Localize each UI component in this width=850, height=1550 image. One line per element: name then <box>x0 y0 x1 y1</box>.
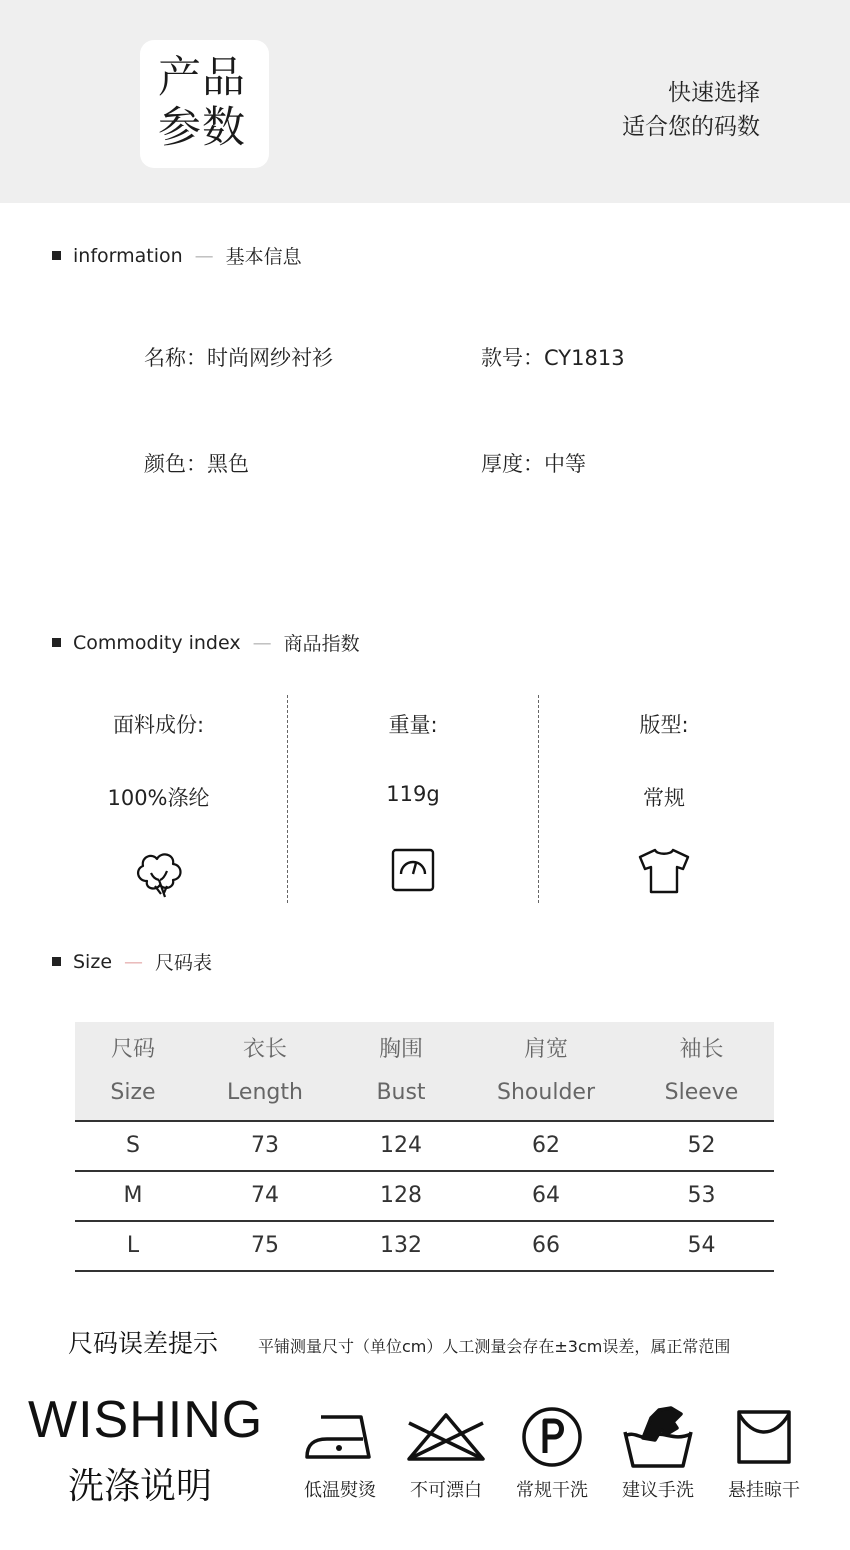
cell-shoulder: 62 <box>532 1133 560 1158</box>
header-length-en: Length <box>227 1080 303 1105</box>
cell-length: 73 <box>251 1133 279 1158</box>
info-title-en: information <box>73 244 183 267</box>
header-bust-cn: 胸围 <box>378 1037 423 1062</box>
index-col-weight <box>288 695 538 903</box>
care-item-dryclean <box>502 1402 602 1502</box>
dry-clean-icon <box>502 1402 602 1472</box>
header-sleeve-en: Sleeve <box>664 1080 739 1105</box>
size-section-title <box>52 948 212 975</box>
cell-bust: 132 <box>380 1233 422 1258</box>
info-model: 款号：CY1813 <box>481 346 625 370</box>
quick-line2: 适合您的码数 <box>622 114 760 140</box>
header-shoulder-cn: 肩宽 <box>523 1037 568 1062</box>
info-section-title <box>52 242 302 269</box>
badge-line1: 产品 <box>158 53 246 103</box>
scale-icon <box>390 847 436 897</box>
index-title-en: Commodity index <box>73 631 241 654</box>
fit-label: 版型: <box>639 713 689 737</box>
care-item-handwash <box>608 1402 708 1502</box>
product-params-badge <box>140 40 269 168</box>
fabric-value: 100%涤纶 <box>107 786 210 810</box>
title-dash: — <box>252 631 272 654</box>
care-label-bleach: 不可漂白 <box>410 1480 482 1501</box>
index-section-title <box>52 629 360 656</box>
index-title-cn: 商品指数 <box>283 633 360 655</box>
care-item-bleach <box>396 1402 496 1502</box>
cell-shoulder: 64 <box>532 1183 560 1208</box>
table-row <box>75 1172 774 1222</box>
size-tip-title: 尺码误差提示 <box>68 1329 219 1358</box>
fit-value: 常规 <box>643 786 685 810</box>
bullet-square <box>52 957 61 966</box>
iron-low-icon <box>290 1402 390 1472</box>
quick-select-text <box>622 76 760 144</box>
cell-length: 74 <box>251 1183 279 1208</box>
no-bleach-icon <box>396 1402 496 1472</box>
weight-label: 重量: <box>388 713 438 737</box>
header-sleeve-cn: 袖长 <box>679 1037 724 1062</box>
header-shoulder-en: Shoulder <box>497 1080 595 1105</box>
care-label-dryclean: 常规干洗 <box>516 1480 588 1501</box>
index-col-fabric <box>30 695 287 903</box>
title-dash: — <box>124 950 144 973</box>
weight-value: 119g <box>386 782 440 806</box>
cell-size: M <box>123 1183 143 1208</box>
info-name: 名称：时尚网纱衬衫 <box>144 346 333 370</box>
cell-sleeve: 54 <box>687 1233 716 1258</box>
care-label-iron: 低温熨烫 <box>304 1480 376 1501</box>
table-row <box>75 1122 774 1172</box>
bullet-square <box>52 251 61 260</box>
header-bust-en: Bust <box>376 1080 426 1105</box>
info-title-cn: 基本信息 <box>225 246 302 268</box>
care-item-linedry <box>714 1402 814 1502</box>
header-length-cn: 衣长 <box>242 1037 287 1062</box>
info-thickness: 厚度：中等 <box>481 452 586 476</box>
tshirt-icon <box>636 847 692 899</box>
header-banner <box>0 0 850 203</box>
cell-size: S <box>126 1133 140 1158</box>
size-tip-text: 平铺测量尺寸（单位cm）人工测量会存在±3cm误差，属正常范围 <box>258 1337 731 1356</box>
title-dash: — <box>194 244 214 267</box>
cell-bust: 128 <box>380 1183 422 1208</box>
index-col-fit <box>539 695 789 903</box>
care-label-handwash: 建议手洗 <box>622 1480 694 1501</box>
cell-sleeve: 53 <box>687 1183 716 1208</box>
cell-length: 75 <box>251 1233 279 1258</box>
care-item-iron <box>290 1402 390 1502</box>
fabric-label: 面料成份: <box>112 713 205 737</box>
header-size-cn: 尺码 <box>110 1037 155 1062</box>
washing-title-en: WISHING <box>28 1391 264 1449</box>
table-row <box>75 1222 774 1272</box>
cell-shoulder: 66 <box>532 1233 560 1258</box>
size-title-en: Size <box>73 950 113 973</box>
cell-size: L <box>126 1233 140 1258</box>
badge-line2: 参数 <box>158 103 246 153</box>
quick-line1: 快速选择 <box>668 80 760 106</box>
cell-bust: 124 <box>380 1133 422 1158</box>
line-dry-icon <box>714 1402 814 1472</box>
size-title-cn: 尺码表 <box>155 952 213 974</box>
info-color: 颜色：黑色 <box>144 452 249 476</box>
header-size-en: Size <box>110 1080 156 1105</box>
cell-sleeve: 52 <box>687 1133 716 1158</box>
washing-title-cn: 洗涤说明 <box>68 1466 213 1507</box>
hand-wash-icon <box>608 1402 708 1472</box>
size-table-header <box>75 1022 774 1120</box>
cotton-icon <box>131 847 187 907</box>
care-label-linedry: 悬挂晾干 <box>728 1480 800 1501</box>
bullet-square <box>52 638 61 647</box>
size-table <box>75 1022 774 1258</box>
